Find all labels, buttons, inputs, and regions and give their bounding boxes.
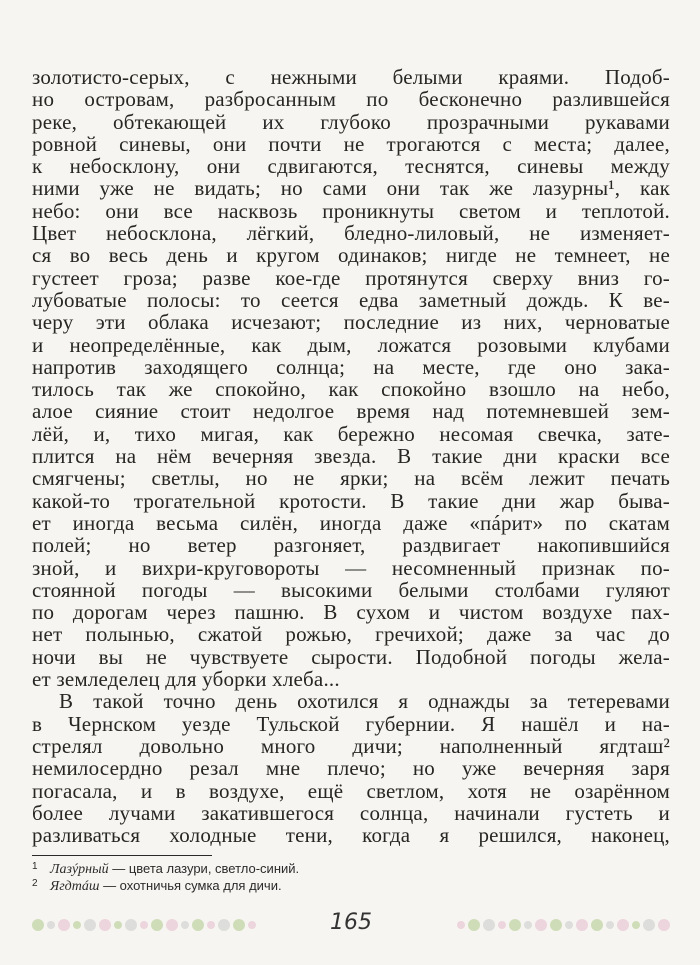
text-line: смягчены; светлы, но не ярки; на всём лежит печать [32, 466, 670, 491]
text-line: нет полынью, сжатой рожью, гречихой; даже за час до [32, 622, 670, 647]
text-line: ет земледелец для уборки хлеба... [32, 667, 340, 692]
text-line: густеет гроза; разве кое-где протянутся сверху вниз го- [32, 265, 670, 290]
text-line: полей; но ветер разгоняет, раздвигает накопившийся [32, 533, 670, 558]
footnote-number: 2 [32, 878, 38, 889]
footnote-number: 1 [32, 861, 38, 872]
page-footer [32, 906, 670, 942]
text-line: к небосклону, они сдвигаются, теснятся, синевы между [32, 154, 670, 179]
page-number: 165 [330, 910, 372, 935]
text-line: какой-то трогательной кротости. В такие дни жар быва- [32, 488, 670, 513]
text-line: в Чернском уезде Тульской губернии. Я нашёл и на- [32, 711, 670, 736]
text-line: ет иногда весьма силён, иногда даже «пáрит» по скатам [32, 510, 670, 535]
text-line: немилосердно резал мне плечо; но уже вечерняя заря [32, 756, 670, 781]
text-line: зной, и вихри-круговороты — несомненный признак по- [32, 555, 670, 580]
footnote-term: Ягдтáш [50, 879, 100, 894]
text-line: алое сияние стоит недолгое время над потемневшей зем- [32, 399, 670, 424]
footnote-1 [32, 860, 652, 877]
text-line: разливаться холодные тени, когда я решился, наконец, [32, 823, 670, 848]
footnotes [32, 860, 652, 894]
text-line: плится на нём вечерняя звезда. В такие дни краски все [32, 444, 670, 469]
text-line: Цвет небосклона, лёгкий, бледно-лиловый, не изменяет- [32, 221, 670, 246]
text-line: и неопределённые, как дым, ложатся розовыми клубами [32, 332, 670, 357]
text-line: реке, обтекающей их глубоко прозрачными рукавами [32, 109, 670, 134]
text-line: ночи вы не чувствуете сырости. Подобной погоды жела- [32, 644, 670, 669]
footnote-term: Лазýрный [50, 862, 109, 877]
text-line: но островам, разбросанным по бесконечно разлившейся [32, 87, 670, 112]
footnote-divider [32, 855, 212, 856]
decorative-ornament-right [457, 914, 670, 936]
footnote-2 [32, 877, 652, 894]
text-line: более лучами закатившегося солнца, начинали густеть и [32, 800, 670, 825]
text-line: погасала, и в воздухе, ещё светлом, хотя не озарённом [32, 778, 670, 803]
text-line: ними уже не видать; но сами они так же лазурны¹, как [32, 176, 670, 201]
text-line: тилось так же спокойно, как спокойно взошло на небо, [32, 377, 670, 402]
text-line: лубоватые полосы: то сеется едва заметный дождь. К ве- [32, 287, 670, 312]
text-line: ровной синевы, они почти не трогаются с места; далее, [32, 131, 670, 156]
text-line: ся во весь день и кругом одинаков; нигде не темнеет, не [32, 243, 670, 268]
text-line: стрелял довольно много дичи; наполненный ягдташ² [32, 733, 670, 758]
text-line: напротив заходящего солнца; на месте, где оно зака- [32, 354, 670, 379]
text-line: золотисто-серых, с нежными белыми краями. Подоб- [32, 65, 670, 89]
footnote-definition: — цвета лазури, светло-синий. [112, 861, 300, 876]
text-line: по дорогам через пашню. В сухом и чистом воздухе пах- [32, 600, 670, 625]
text-line: лёй, и, тихо мигая, как бережно несомая свечка, зате- [32, 421, 670, 446]
text-line: черу эти облака исчезают; последние из них, черноватые [32, 310, 670, 335]
body-text [32, 66, 670, 846]
text-line: стоянной погоды — высокими белыми столбами гуляют [32, 577, 670, 602]
footnote-definition: — охотничья сумка для дичи. [103, 878, 282, 893]
text-line: небо: они все насквозь проникнуты светом и теплотой. [32, 198, 670, 223]
text-line: В такой точно день охотился я однажды за тетеревами [59, 689, 670, 714]
